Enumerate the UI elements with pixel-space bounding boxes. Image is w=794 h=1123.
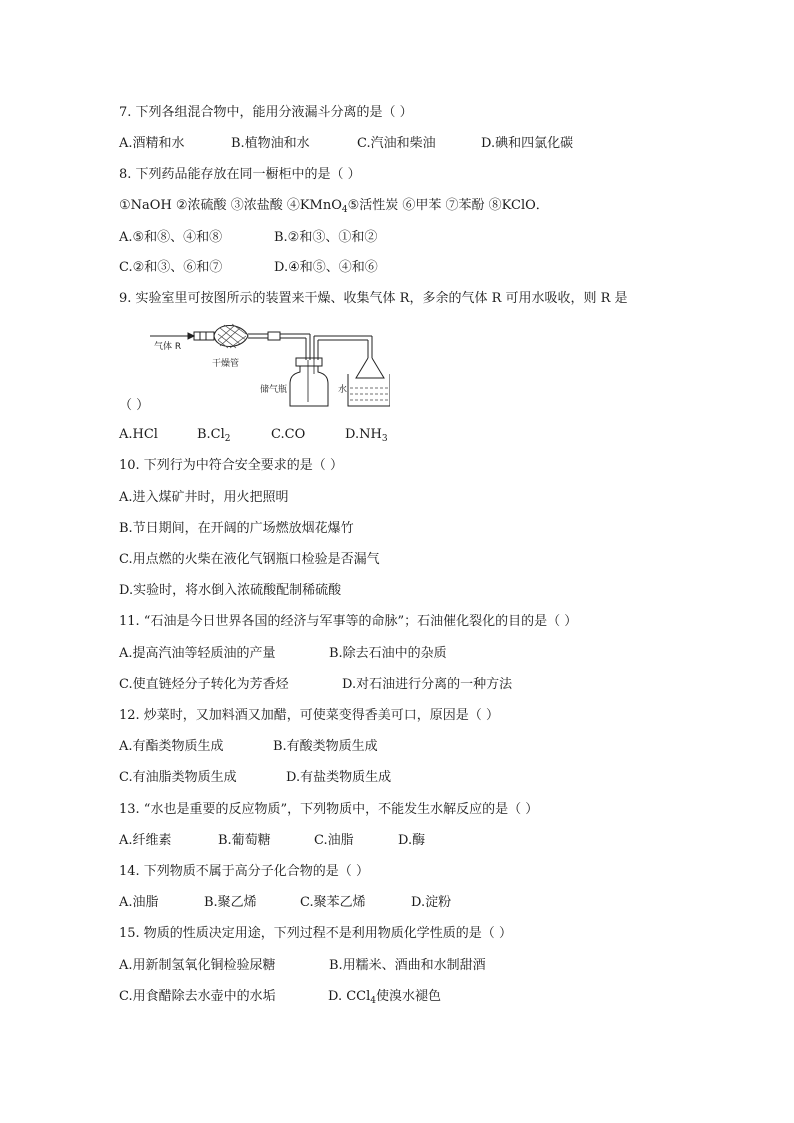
q11-options-row-2: [119, 676, 512, 694]
arrow-head-icon: [188, 333, 194, 339]
q12-options-row-2: [119, 769, 391, 787]
q9-stem: 9. 实验室里可按图所示的装置来干燥、收集气体 R，多余的气体 R 可用水吸收，则 R 是: [119, 291, 628, 306]
q7-option-a: A.酒精和水: [119, 136, 185, 151]
q13-options: [119, 832, 425, 850]
q15-option-b: B.用糯米、酒曲和水制甜酒: [329, 958, 486, 973]
q9-option-d-subscript: 3: [381, 434, 388, 444]
inverted-funnel: [356, 358, 384, 378]
dryer-tube-label: 干燥管: [212, 359, 240, 369]
q13-option-d: D.酶: [398, 833, 426, 848]
dryer-inlet-tube: [194, 332, 214, 340]
q11-option-b: B.除去石油中的杂质: [329, 646, 447, 661]
q7-stem: 7. 下列各组混合物中，能用分液漏斗分离的是（ ）: [119, 105, 413, 120]
q8-option-b: B.②和③、①和②: [274, 230, 378, 245]
q12-option-b: B.有酸类物质生成: [273, 739, 378, 754]
q8-substance-list: [119, 197, 549, 215]
gas-storage-bottle: [290, 366, 328, 406]
q8-stem: 8. 下列药品能存放在同一橱柜中的是（ ）: [119, 167, 361, 182]
q14-option-b: B.聚乙烯: [204, 895, 257, 910]
q13-option-b: B.葡萄糖: [218, 833, 271, 848]
q8-list-subscript: 4: [341, 205, 348, 215]
q15-option-d: D. CCl: [328, 989, 371, 1004]
q14-options: [119, 894, 451, 912]
gas-r-label: 气体 R: [154, 342, 182, 352]
storage-bottle-label: 储气瓶: [260, 385, 288, 395]
q9-option-b-subscript: 2: [224, 434, 231, 444]
q15-options-row-2: [119, 988, 441, 1006]
q14-stem: 14. 下列物质不属于高分子化合物的是（ ）: [119, 864, 369, 879]
q7-option-b: B.植物油和水: [231, 136, 310, 151]
q9-option-b: B.Cl: [197, 427, 225, 442]
q8-option-a: A.⑤和⑧、④和⑧: [119, 230, 223, 245]
q15-option-d-rest: 使溴水褪色: [376, 989, 442, 1004]
q13-option-a: A.纤维素: [119, 833, 172, 848]
q8-list-part-b: ⑤活性炭 ⑥甲苯 ⑦苯酚 ⑧KClO．: [347, 198, 549, 213]
q15-option-a: A.用新制氢氧化铜检验尿糖: [119, 958, 276, 973]
q8-list-part-a: ①NaOH ②浓硫酸 ③浓盐酸 ④KMnO: [119, 198, 342, 213]
q7-option-d: D.碘和四氯化碳: [481, 136, 574, 151]
q8-options-row-2: [119, 259, 378, 277]
water-beaker: [348, 374, 390, 406]
q15-options-row-1: [119, 957, 486, 975]
q8-option-d: D.④和⑤、④和⑥: [274, 260, 378, 275]
water-label: 水: [338, 385, 348, 395]
q11-option-a: A.提高汽油等轻质油的产量: [119, 646, 276, 661]
q7-option-c: C.汽油和柴油: [357, 136, 436, 151]
q13-stem: 13. “水也是重要的反应物质”，下列物质中，不能发生水解反应的是（ ）: [119, 802, 539, 817]
q12-options-row-1: [119, 738, 378, 756]
q10-stem: 10. 下列行为中符合安全要求的是（ ）: [119, 458, 343, 473]
q13-option-c: C.油脂: [314, 833, 354, 848]
q7-options: [119, 135, 573, 153]
q15-option-c: C.用食醋除去水壶中的水垢: [119, 989, 276, 1004]
q8-options-row-1: [119, 229, 377, 247]
gas-apparatus-figure: [150, 318, 390, 408]
q11-option-c: C.使直链烃分子转化为芳香烃: [119, 677, 289, 692]
q14-option-c: C.聚苯乙烯: [300, 895, 366, 910]
q10-option-a: A.进入煤矿井时，用火把照明: [119, 490, 289, 505]
q12-stem: 12. 炒菜时，又加料酒又加醋，可使菜变得香美可口，原因是（ ）: [119, 708, 499, 723]
q15-stem: 15. 物质的性质决定用途，下列过程不是利用物质化学性质的是（ ）: [119, 926, 512, 941]
q11-stem: 11. “石油是今日世界各国的经济与军事等的命脉”；石油催化裂化的目的是（ ）: [119, 614, 578, 629]
q8-option-c: C.②和③、⑥和⑦: [119, 260, 223, 275]
q9-option-d: D.NH: [345, 427, 382, 442]
q12-option-c: C.有油脂类物质生成: [119, 770, 237, 785]
q9-option-c: C.CO: [271, 427, 306, 442]
q10-option-b: B.节日期间，在开阔的广场燃放烟花爆竹: [119, 521, 354, 536]
q14-option-a: A.油脂: [119, 895, 159, 910]
q9-answer-paren: （ ）: [119, 398, 150, 413]
q9-option-a: A.HCl: [119, 427, 158, 442]
q12-option-d: D.有盐类物质生成: [286, 770, 392, 785]
q11-option-d: D.对石油进行分离的一种方法: [342, 677, 513, 692]
q11-options-row-1: [119, 645, 447, 663]
q10-option-c: C.用点燃的火柴在液化气钢瓶口检验是否漏气: [119, 552, 380, 567]
q14-option-d: D.淀粉: [411, 895, 452, 910]
q12-option-a: A.有酯类物质生成: [119, 739, 224, 754]
q10-option-d: D.实验时，将水倒入浓硫酸配制稀硫酸: [119, 583, 342, 598]
q15-option-d-subscript: 4: [370, 996, 377, 1006]
q9-options: [119, 426, 388, 444]
